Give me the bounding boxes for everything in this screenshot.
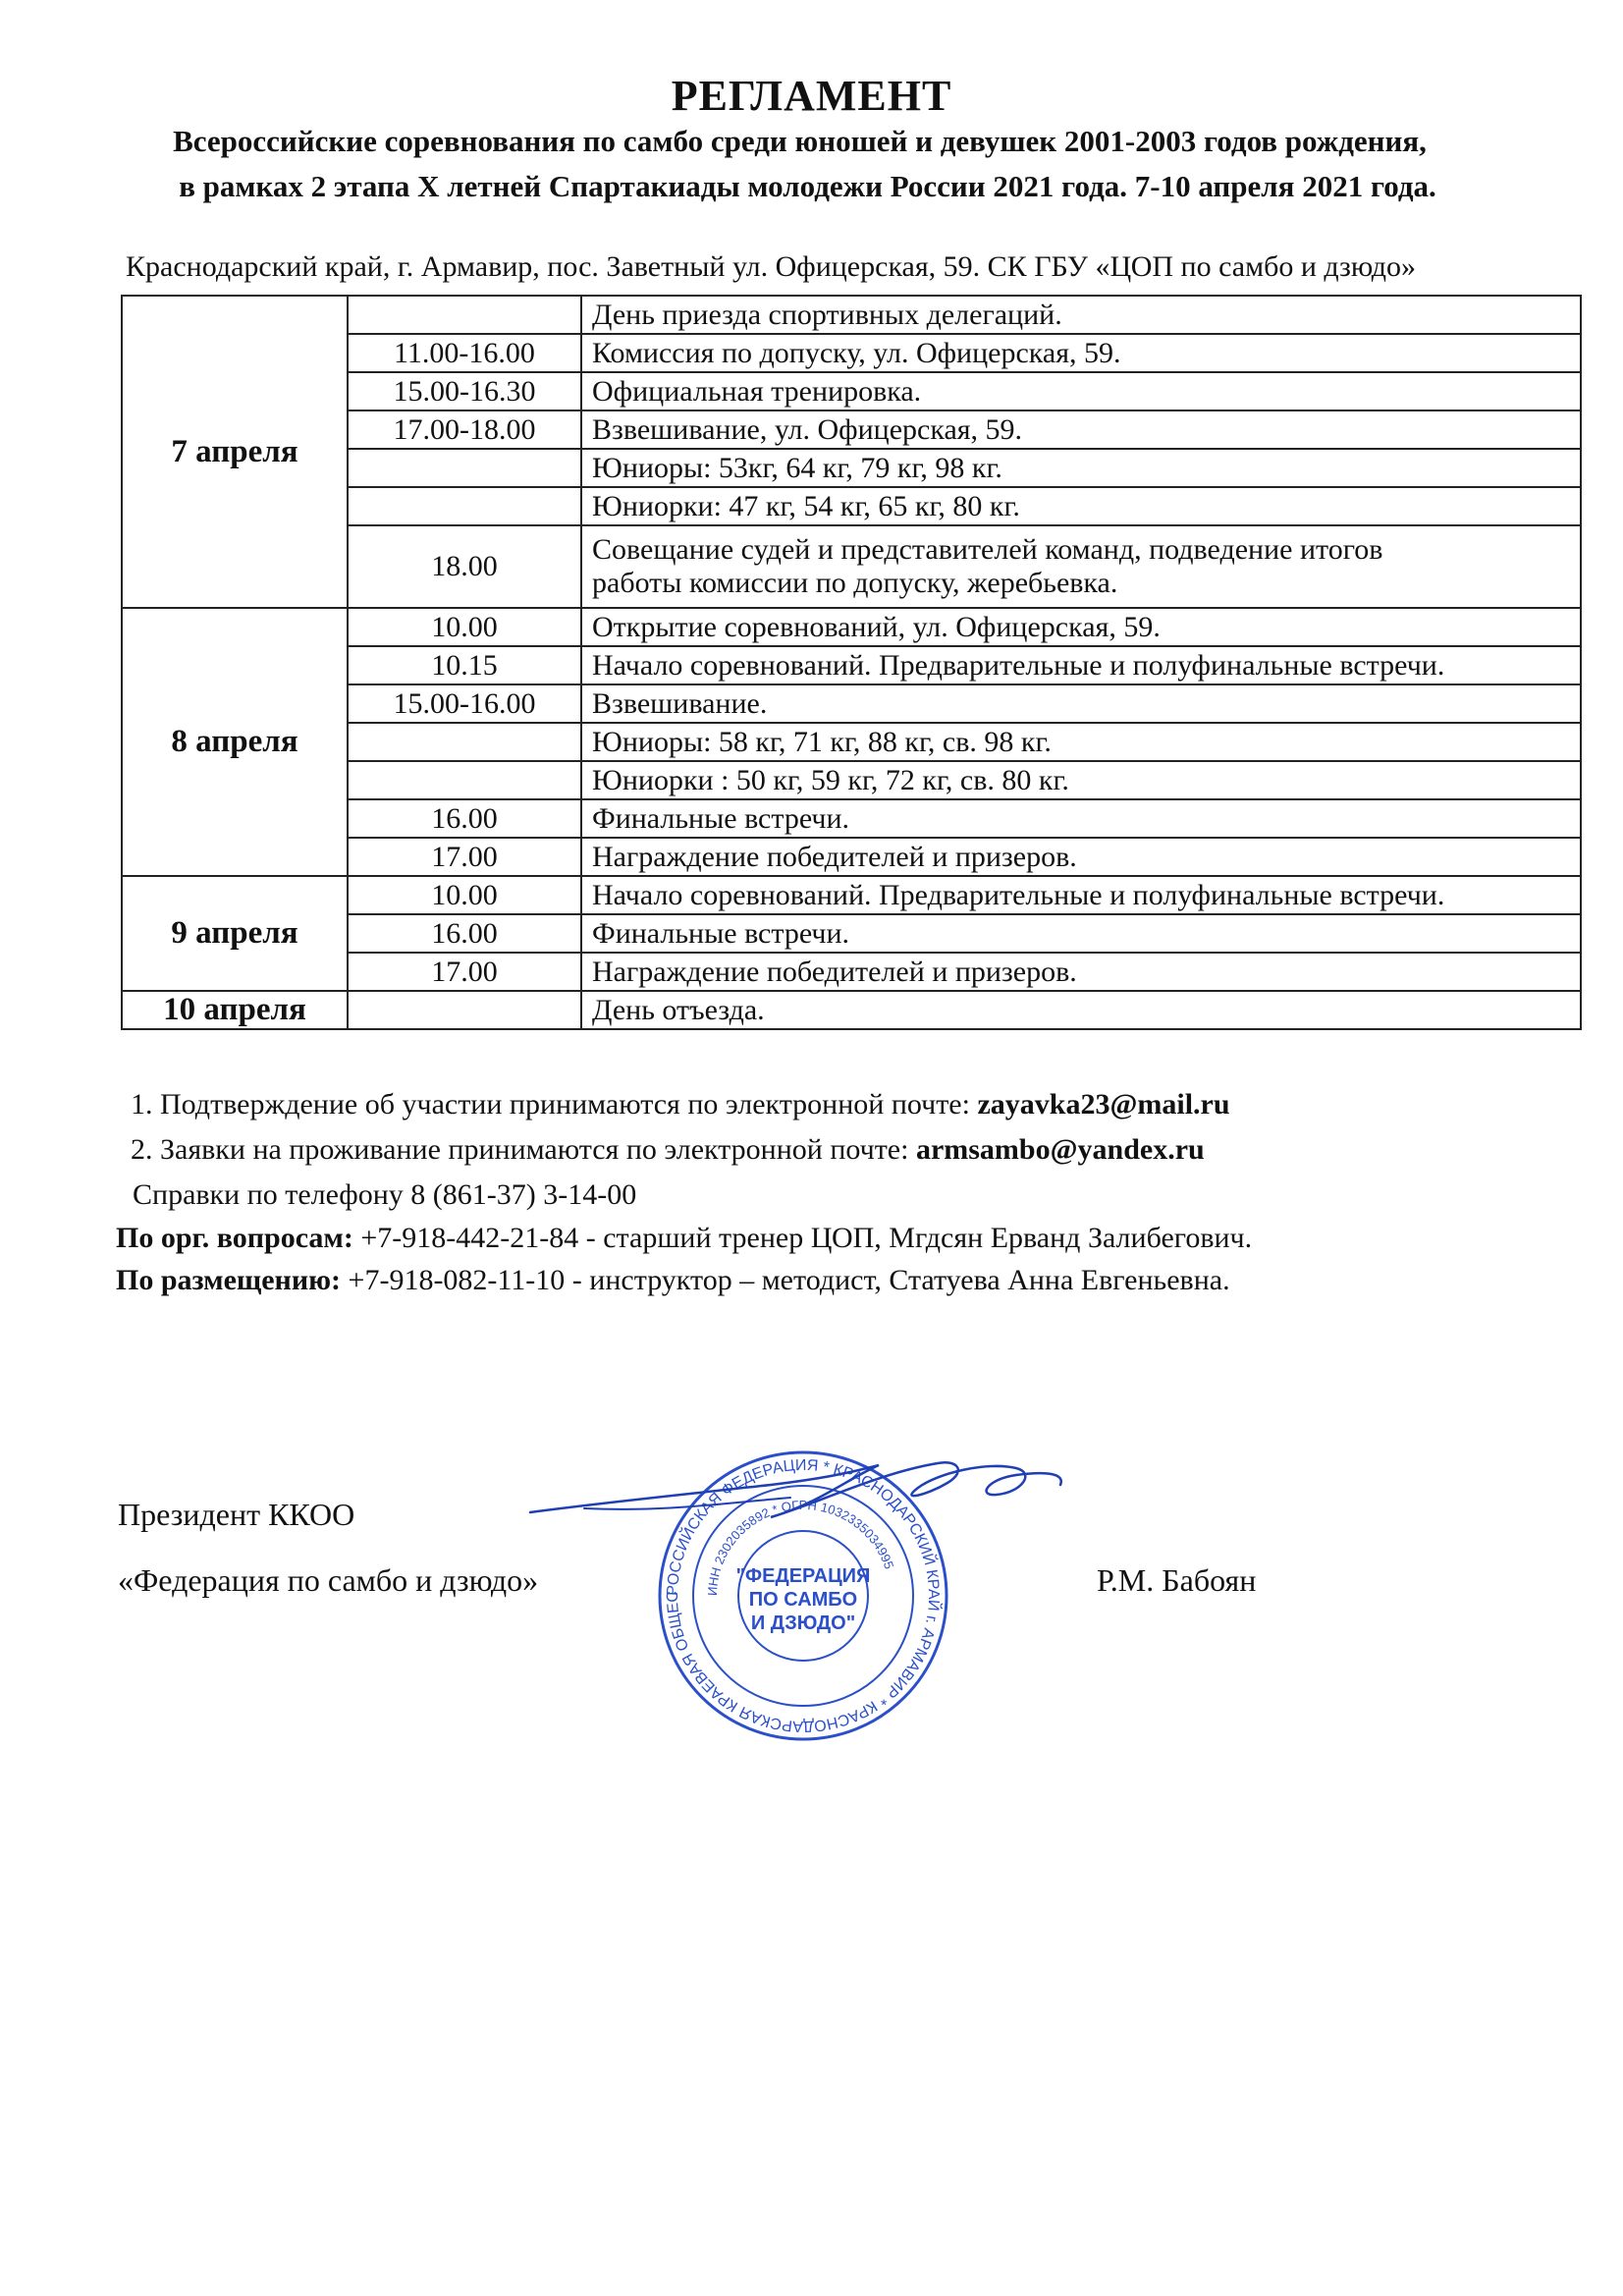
date-cell-9-april: 9 апреля: [122, 876, 348, 991]
event-cell: Юниоры: 58 кг, 71 кг, 88 кг, св. 98 кг.: [581, 723, 1581, 761]
org-contact-text: +7-918-442-21-84 - старший тренер ЦОП, Мгдсян Ерванд Залибегович.: [352, 1222, 1253, 1254]
signatory-position-line-2: «Федерация по самбо и дзюдо»: [118, 1562, 539, 1598]
event-cell: Начало соревнований. Предварительные и полуфинальные встречи.: [581, 646, 1581, 684]
table-row: [122, 876, 1581, 914]
table-row: [122, 608, 1581, 646]
stamp-outer-text: РОССИЙСКАЯ ФЕДЕРАЦИЯ * КРАСНОДАРСКИЙ КРАЙ г. АРМАВИР * КРАСНОДАРСКАЯ КРАЕВАЯ ОБЩЕС: [664, 1456, 943, 1735]
event-cell: Юниорки: 47 кг, 54 кг, 65 кг, 80 кг.: [581, 487, 1581, 525]
time-cell: [348, 761, 581, 799]
note-2-text: 2. Заявки на проживание принимаются по электронной почте:: [131, 1133, 916, 1166]
schedule-table: [121, 295, 1582, 1030]
event-cell: Награждение победителей и призеров.: [581, 953, 1581, 991]
event-cell: Комиссия по допуску, ул. Офицерская, 59.: [581, 334, 1581, 372]
stamp-registration-numbers: ИНН 2302035892 * ОГРН 1032335034995: [704, 1497, 897, 1597]
date-cell-10-april: 10 апреля: [122, 991, 348, 1029]
time-cell: 10.00: [348, 608, 581, 646]
event-cell: Финальные встречи.: [581, 799, 1581, 838]
stamp-center-line-2: ПО САМБО: [748, 1589, 858, 1611]
event-cell: День приезда спортивных делегаций.: [581, 296, 1581, 334]
signatory-position-line-1: Президент ККОО: [118, 1497, 355, 1532]
table-row: [122, 991, 1581, 1029]
email-link-zayavka[interactable]: zayavka23@mail.ru: [977, 1088, 1230, 1121]
time-cell: 17.00: [348, 953, 581, 991]
event-cell: День отъезда.: [581, 991, 1581, 1029]
event-cell: Взвешивание.: [581, 684, 1581, 723]
time-cell: 15.00-16.00: [348, 684, 581, 723]
event-cell: Юниоры: 53кг, 64 кг, 79 кг, 98 кг.: [581, 449, 1581, 487]
document-title: РЕГЛАМЕНТ: [671, 72, 952, 120]
event-cell: Открытие соревнований, ул. Офицерская, 59.: [581, 608, 1581, 646]
event-cell: Начало соревнований. Предварительные и полуфинальные встречи.: [581, 876, 1581, 914]
time-cell: [348, 991, 581, 1029]
note-1: [131, 1088, 1230, 1121]
time-cell: 15.00-16.30: [348, 372, 581, 410]
time-cell: 10.00: [348, 876, 581, 914]
event-line: Совещание судей и представителей команд, подведение итогов: [592, 533, 1383, 567]
stamp-center-line-1: "ФЕДЕРАЦИЯ: [735, 1565, 871, 1587]
event-cell: Финальные встречи.: [581, 914, 1581, 953]
time-cell: [348, 449, 581, 487]
note-1-text: 1. Подтверждение об участии принимаются по электронной почте:: [131, 1088, 978, 1121]
event-cell: Награждение победителей и призеров.: [581, 838, 1581, 876]
event-cell: Официальная тренировка.: [581, 372, 1581, 410]
org-contact: [116, 1222, 1252, 1255]
signatory-name: Р.М. Бабоян: [1097, 1562, 1257, 1598]
accommodation-contact: [116, 1264, 1230, 1297]
time-cell: [348, 296, 581, 334]
event-line: работы комиссии по допуску, жеребьевка.: [592, 567, 1118, 599]
phone-info: Справки по телефону 8 (861-37) 3-14-00: [133, 1178, 637, 1211]
subtitle-line-2: в рамках 2 этапа X летней Спартакиады молодежи России 2021 года. 7-10 апреля 2021 года.: [179, 169, 1436, 203]
time-cell: [348, 487, 581, 525]
date-cell-7-april: 7 апреля: [122, 296, 348, 608]
org-contact-label: По орг. вопросам:: [116, 1222, 353, 1254]
accommodation-contact-text: +7-918-082-11-10 - инструктор – методист, Статуева Анна Евгеньевна.: [341, 1264, 1230, 1296]
event-cell: Взвешивание, ул. Офицерская, 59.: [581, 410, 1581, 449]
date-cell-8-april: 8 апреля: [122, 608, 348, 876]
venue-location: Краснодарский край, г. Армавир, пос. Заветный ул. Офицерская, 59. СК ГБУ «ЦОП по самбо и дзюдо»: [126, 250, 1417, 283]
time-cell: [348, 723, 581, 761]
accommodation-contact-label: По размещению:: [116, 1264, 342, 1296]
time-cell: 11.00-16.00: [348, 334, 581, 372]
time-cell: 17.00-18.00: [348, 410, 581, 449]
time-cell: 10.15: [348, 646, 581, 684]
stamp-center-line-3: И ДЗЮДО": [750, 1613, 856, 1634]
subtitle-line-1: Всероссийские соревнования по самбо среди юношей и девушек 2001-2003 годов рождения,: [173, 124, 1427, 158]
handwritten-signature: [525, 1444, 1075, 1566]
time-cell: 16.00: [348, 799, 581, 838]
time-cell: 16.00: [348, 914, 581, 953]
time-cell: 17.00: [348, 838, 581, 876]
table-row: [122, 296, 1581, 334]
signature-graphic: [525, 1444, 1075, 1561]
event-cell: Юниорки : 50 кг, 59 кг, 72 кг, св. 80 кг.: [581, 761, 1581, 799]
email-link-armsambo[interactable]: armsambo@yandex.ru: [915, 1133, 1205, 1166]
note-2: [131, 1133, 1205, 1167]
event-cell: [581, 525, 1581, 608]
time-cell: 18.00: [348, 525, 581, 608]
